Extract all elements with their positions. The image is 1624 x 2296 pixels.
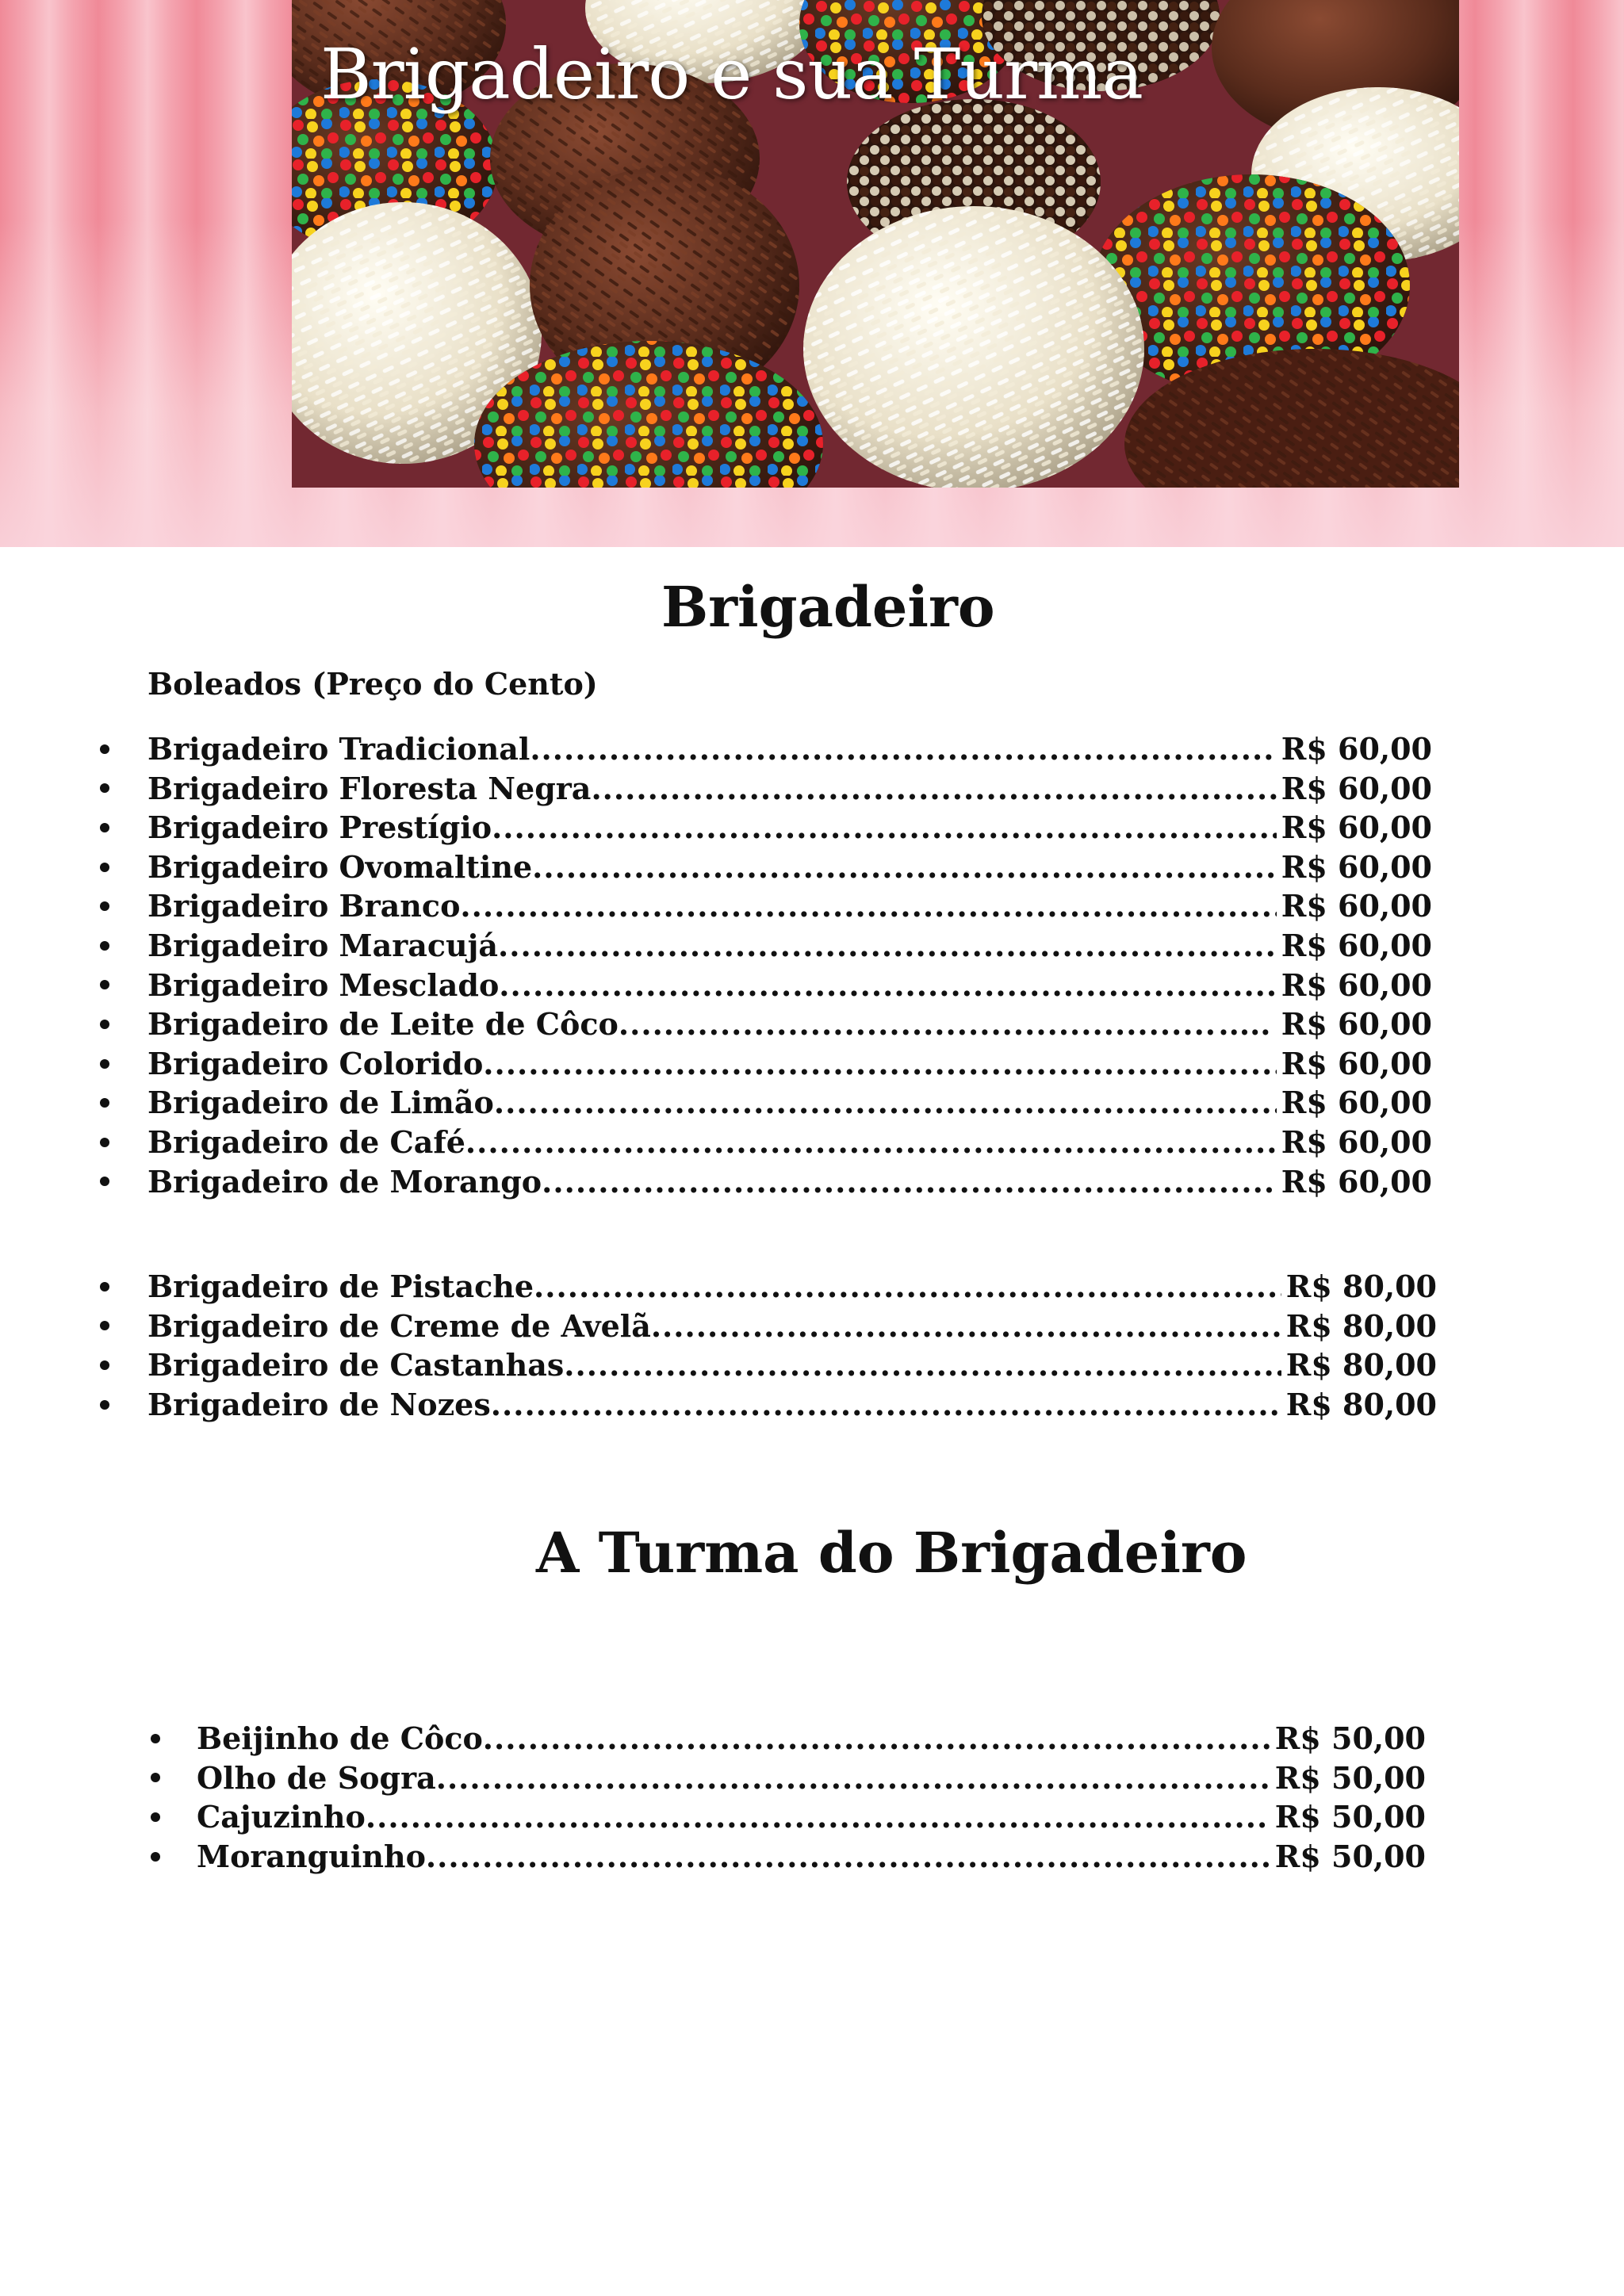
menu-item-price: R$ 80,00 [1285,1269,1437,1304]
menu-item [147,1162,1432,1202]
menu-item-price: R$ 50,00 [1274,1720,1426,1756]
bullet-icon [151,1734,160,1743]
menu-item-name: Brigadeiro de Castanhas [147,1347,565,1383]
dot-leader [651,1307,1281,1346]
menu-item-price: R$ 60,00 [1281,1163,1432,1200]
menu-item-price: R$ 80,00 [1285,1347,1437,1383]
menu-item-price: R$ 60,00 [1281,927,1432,963]
menu-item-price: R$ 60,00 [1281,966,1432,1003]
menu-item-price: R$ 50,00 [1274,1799,1426,1835]
menu-item-price: R$ 60,00 [1281,731,1432,767]
dot-leader [491,1385,1281,1425]
menu-item [197,1837,1426,1877]
header-banner [0,0,1624,547]
section-subtitle-boleados: Boleados (Preço do Cento) [147,666,598,702]
menu-item-price: R$ 50,00 [1274,1838,1426,1874]
brigadeiro-price-list-80 [147,1267,1437,1424]
menu-item-name: Brigadeiro Mesclado [147,966,500,1003]
bullet-icon [100,744,109,754]
menu-item-name: Cajuzinho [197,1799,366,1835]
bullet-icon [100,1321,109,1330]
menu-item-name: Brigadeiro Colorido [147,1045,484,1081]
bullet-icon [100,941,109,951]
dot-leader [366,1797,1270,1837]
menu-item-price: R$ 60,00 [1281,1085,1432,1121]
menu-item [147,1123,1432,1162]
menu-item [147,886,1432,926]
bullet-icon [100,783,109,793]
dot-leader [532,848,1277,887]
menu-item [147,1083,1432,1123]
menu-item [147,848,1432,887]
dot-leader [492,808,1277,848]
bullet-icon [100,1059,109,1069]
menu-item-price: R$ 60,00 [1281,1123,1432,1160]
menu-item [147,1307,1437,1346]
dot-leader [426,1837,1270,1877]
menu-item-name: Brigadeiro de Leite de Côco [147,1006,619,1043]
menu-item [197,1797,1426,1837]
menu-item [147,1385,1437,1425]
dot-leader [436,1758,1270,1798]
dot-leader [499,966,1276,1005]
dot-leader [619,1004,1214,1044]
brigadeiro-white-center [803,206,1144,488]
dot-leader [483,1044,1276,1084]
menu-item-name: Brigadeiro de Pistache [147,1269,534,1304]
menu-item-name: Moranguinho [197,1838,426,1874]
menu-item-name: Brigadeiro Branco [147,888,461,924]
turma-price-list [197,1719,1426,1876]
menu-item [147,729,1432,769]
menu-item [147,1267,1437,1307]
menu-item-name: Brigadeiro de Creme de Avelã [147,1307,651,1344]
dot-leader [530,729,1276,769]
dot-leader [591,769,1276,809]
dot-leader [465,1123,1277,1162]
menu-item-name: Brigadeiro Prestígio [147,809,492,846]
menu-item-name: Brigadeiro Floresta Negra [147,770,592,806]
menu-item-name: Brigadeiro de Café [147,1123,465,1160]
dot-leader [542,1162,1277,1202]
menu-item-price: ..... R$ 60,00 [1218,1006,1432,1043]
menu-item-price: R$ 80,00 [1285,1307,1437,1344]
bullet-icon [151,1773,160,1782]
menu-item [147,808,1432,848]
dot-leader [483,1719,1270,1758]
section-title-brigadeiro: Brigadeiro [661,574,995,640]
menu-item [197,1719,1426,1758]
menu-item-price: R$ 60,00 [1281,809,1432,846]
menu-item-price: R$ 80,00 [1285,1386,1437,1422]
bullet-icon [100,1138,109,1147]
banner-title: Brigadeiro e sua Turma [320,33,1143,115]
menu-item-price: R$ 60,00 [1281,888,1432,924]
menu-item [147,966,1432,1005]
dot-leader [564,1345,1281,1385]
menu-item-name: Brigadeiro de Morango [147,1163,542,1200]
bullet-icon [100,1360,109,1370]
menu-item [147,1345,1437,1385]
bullet-icon [100,823,109,832]
menu-item-name: Brigadeiro de Limão [147,1085,494,1121]
menu-item-price: R$ 60,00 [1281,770,1432,806]
bullet-icon [151,1812,160,1822]
menu-item-price: R$ 50,00 [1274,1759,1426,1796]
dot-leader [494,1083,1277,1123]
menu-item-name: Brigadeiro Tradicional [147,731,530,767]
bullet-icon [100,1020,109,1029]
menu-item [147,769,1432,809]
bullet-icon [100,1177,109,1186]
bullet-icon [100,1400,109,1410]
menu-item-name: Brigadeiro de Nozes [147,1386,491,1422]
bullet-icon [100,863,109,872]
menu-item-name: Olho de Sogra [197,1759,436,1796]
dot-leader [460,886,1276,926]
menu-item-price: R$ 60,00 [1281,848,1432,885]
menu-item-name: Beijinho de Côco [197,1720,483,1756]
dot-leader [534,1267,1281,1307]
bullet-icon [100,1098,109,1108]
brigadeiro-price-list-60 [147,729,1432,1201]
menu-item [147,1044,1432,1084]
menu-item-name: Brigadeiro Maracujá [147,927,499,963]
menu-item [147,1004,1432,1044]
menu-item-price: R$ 60,00 [1281,1045,1432,1081]
menu-item-name: Brigadeiro Ovomaltine [147,848,533,885]
menu-item [197,1758,1426,1798]
section-title-turma: A Turma do Brigadeiro [536,1520,1247,1586]
bullet-icon [100,980,109,989]
bullet-icon [100,901,109,911]
bullet-icon [100,1282,109,1292]
bullet-icon [151,1852,160,1862]
menu-item [147,926,1432,966]
dot-leader [498,926,1277,966]
